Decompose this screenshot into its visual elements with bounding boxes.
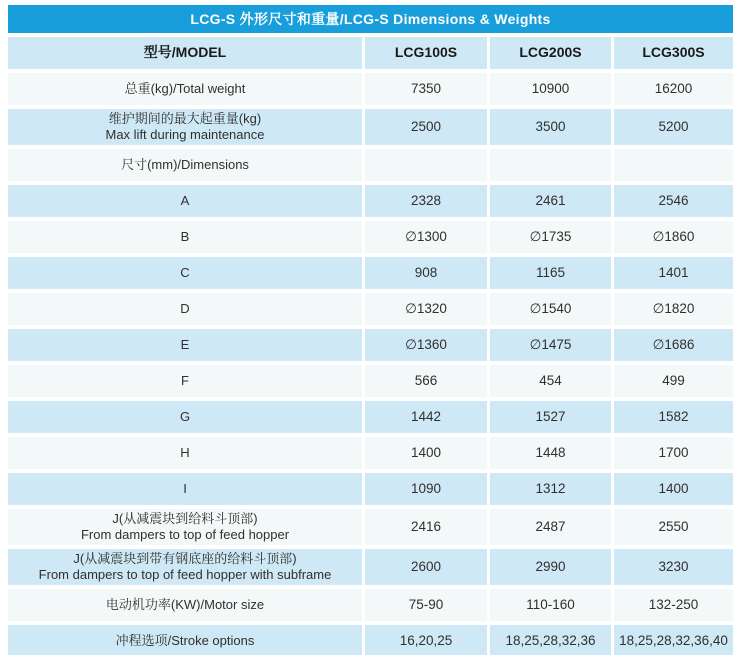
value-cell: 566: [365, 365, 487, 397]
value-cell: ∅1686: [614, 329, 733, 361]
value-cell: 1090: [365, 473, 487, 505]
table-row-dim-a: [8, 185, 733, 217]
row-label: H: [8, 437, 362, 469]
table-row-max-lift: [8, 109, 733, 145]
row-label-en: From dampers to top of feed hopper: [80, 527, 290, 542]
value-cell: 908: [365, 257, 487, 289]
value-cell: 1400: [614, 473, 733, 505]
row-label-en: From dampers to top of feed hopper with subframe: [38, 567, 332, 582]
value-cell: ∅1360: [365, 329, 487, 361]
value-cell: ∅1300: [365, 221, 487, 253]
column-header-lcg300s: LCG300S: [614, 37, 733, 69]
row-label: [8, 549, 362, 585]
table-row-dim-h: [8, 437, 733, 469]
value-cell: 1527: [490, 401, 611, 433]
table-row-dim-j-hopper: [8, 509, 733, 545]
row-label: 总重(kg)/Total weight: [8, 73, 362, 105]
value-cell: 2990: [490, 549, 611, 585]
value-cell: 2550: [614, 509, 733, 545]
row-label: 冲程选项/Stroke options: [8, 625, 362, 655]
value-cell: 2461: [490, 185, 611, 217]
row-label: D: [8, 293, 362, 325]
value-cell: 16,20,25: [365, 625, 487, 655]
column-header-lcg100s: LCG100S: [365, 37, 487, 69]
row-label: G: [8, 401, 362, 433]
value-cell: 18,25,28,32,36: [490, 625, 611, 655]
value-cell: 16200: [614, 73, 733, 105]
value-cell: ∅1540: [490, 293, 611, 325]
table-row-dim-b: [8, 221, 733, 253]
row-label-zh: 维护期间的最大起重量(kg): [108, 110, 262, 126]
dimensions-weights-table: [8, 37, 733, 655]
value-cell: ∅1860: [614, 221, 733, 253]
table-row-total-weight: [8, 73, 733, 105]
row-label-zh: J(从减震块到带有钢底座的给料斗顶部): [73, 550, 297, 566]
value-cell: 3500: [490, 109, 611, 145]
value-cell: ∅1320: [365, 293, 487, 325]
value-cell: 7350: [365, 73, 487, 105]
row-label: F: [8, 365, 362, 397]
row-label: I: [8, 473, 362, 505]
value-cell: 5200: [614, 109, 733, 145]
value-cell: 1312: [490, 473, 611, 505]
value-cell: 1400: [365, 437, 487, 469]
value-cell: 75-90: [365, 589, 487, 621]
column-header-model: 型号/MODEL: [8, 37, 362, 69]
table-row-dim-c: [8, 257, 733, 289]
table-row-dim-j-subframe: [8, 549, 733, 585]
table-header-row: [8, 37, 733, 69]
value-cell: 3230: [614, 549, 733, 585]
column-header-lcg200s: LCG200S: [490, 37, 611, 69]
table-row-dim-d: [8, 293, 733, 325]
value-cell: 2487: [490, 509, 611, 545]
value-cell: 1700: [614, 437, 733, 469]
row-label: [8, 509, 362, 545]
value-cell: ∅1820: [614, 293, 733, 325]
row-label-zh: J(从减震块到给料斗顶部): [112, 510, 258, 526]
row-label: 电动机功率(KW)/Motor size: [8, 589, 362, 621]
row-label: 尺寸(mm)/Dimensions: [8, 149, 362, 181]
table-row-dim-e: [8, 329, 733, 361]
value-cell: 2328: [365, 185, 487, 217]
row-label: B: [8, 221, 362, 253]
value-cell: 499: [614, 365, 733, 397]
value-cell: 2416: [365, 509, 487, 545]
row-label: E: [8, 329, 362, 361]
value-cell: [614, 149, 733, 181]
table-row-motor-size: [8, 589, 733, 621]
table-row-dim-g: [8, 401, 733, 433]
value-cell: 454: [490, 365, 611, 397]
value-cell: 1401: [614, 257, 733, 289]
value-cell: 1442: [365, 401, 487, 433]
row-label: A: [8, 185, 362, 217]
value-cell: 1165: [490, 257, 611, 289]
value-cell: [365, 149, 487, 181]
value-cell: 1582: [614, 401, 733, 433]
row-label: [8, 109, 362, 145]
table-row-stroke-options: [8, 625, 733, 655]
value-cell: [490, 149, 611, 181]
row-label-en: Max lift during maintenance: [105, 127, 265, 142]
row-label: C: [8, 257, 362, 289]
table-row-dim-i: [8, 473, 733, 505]
value-cell: ∅1735: [490, 221, 611, 253]
value-cell: 110-160: [490, 589, 611, 621]
table-title: LCG-S 外形尺寸和重量/LCG-S Dimensions & Weights: [8, 5, 733, 33]
table-row-dim-f: [8, 365, 733, 397]
value-cell: 2500: [365, 109, 487, 145]
value-cell: 2546: [614, 185, 733, 217]
value-cell: 132-250: [614, 589, 733, 621]
table-row-dimensions-section: [8, 149, 733, 181]
value-cell: 10900: [490, 73, 611, 105]
value-cell: 1448: [490, 437, 611, 469]
value-cell: ∅1475: [490, 329, 611, 361]
value-cell: 2600: [365, 549, 487, 585]
value-cell: 18,25,28,32,36,40: [614, 625, 733, 655]
